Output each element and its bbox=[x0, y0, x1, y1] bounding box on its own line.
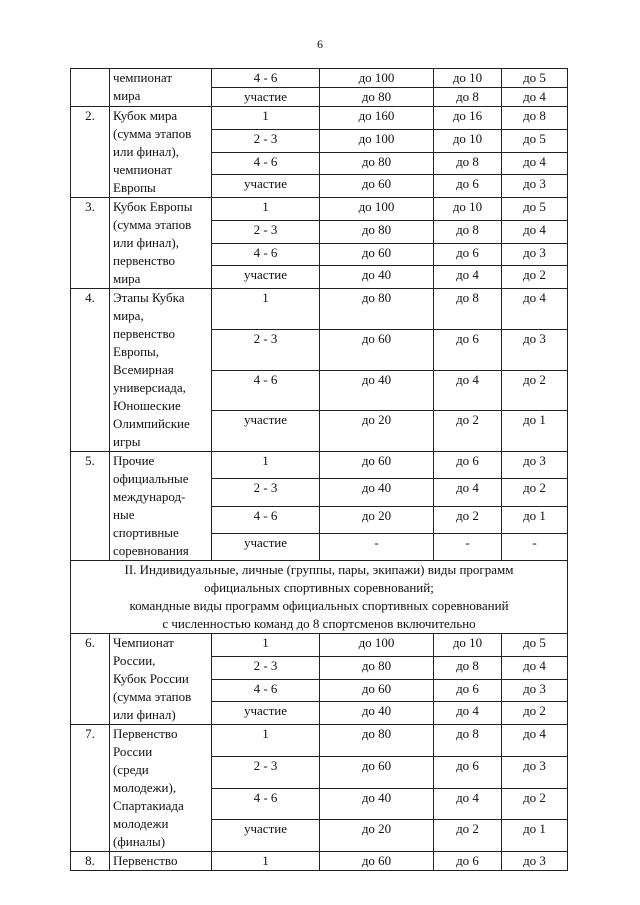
place-cell: 4 - 6 bbox=[212, 788, 320, 820]
place-cell: 1 bbox=[212, 852, 320, 871]
points-cell: до 2 bbox=[502, 702, 568, 725]
place-cell: участие bbox=[212, 88, 320, 107]
points-cell: до 80 bbox=[320, 289, 434, 330]
place-cell: 1 bbox=[212, 634, 320, 657]
points-cell: до 80 bbox=[320, 725, 434, 757]
competition-name-line: или финал), bbox=[113, 144, 179, 159]
points-cell: до 2 bbox=[502, 479, 568, 506]
place-cell: 1 bbox=[212, 725, 320, 757]
competition-name-line: или финал) bbox=[113, 707, 176, 722]
competition-name-line: (среди bbox=[113, 762, 149, 777]
points-cell: до 80 bbox=[320, 656, 434, 679]
points-table bbox=[70, 68, 568, 871]
place-cell: 2 - 3 bbox=[212, 129, 320, 152]
points-cell: до 8 bbox=[434, 152, 502, 175]
place-cell: 2 - 3 bbox=[212, 756, 320, 788]
points-cell: до 160 bbox=[320, 107, 434, 130]
competition-name-line: Первенство bbox=[113, 726, 178, 741]
points-cell: до 3 bbox=[502, 679, 568, 702]
points-cell: до 5 bbox=[502, 634, 568, 657]
points-cell: до 60 bbox=[320, 756, 434, 788]
points-cell: до 10 bbox=[434, 634, 502, 657]
points-cell: до 100 bbox=[320, 198, 434, 221]
points-cell: до 80 bbox=[320, 152, 434, 175]
points-cell: до 4 bbox=[502, 289, 568, 330]
points-cell: до 3 bbox=[502, 756, 568, 788]
competition-name-line: Европы bbox=[113, 180, 156, 195]
competition-name-line: Этапы Кубка bbox=[113, 290, 185, 305]
points-cell: до 2 bbox=[502, 788, 568, 820]
points-cell: до 2 bbox=[502, 266, 568, 289]
place-cell: участие bbox=[212, 175, 320, 198]
points-cell: до 100 bbox=[320, 69, 434, 88]
points-cell: до 1 bbox=[502, 411, 568, 452]
place-cell: участие bbox=[212, 411, 320, 452]
competition-name-line: (финалы) bbox=[113, 834, 166, 849]
competition-name-line: Спартакиада bbox=[113, 798, 184, 813]
competition-name-line: спортивные bbox=[113, 525, 179, 540]
points-cell: до 60 bbox=[320, 452, 434, 479]
place-cell: участие bbox=[212, 533, 320, 560]
place-cell: 1 bbox=[212, 198, 320, 221]
place-cell: 4 - 6 bbox=[212, 370, 320, 411]
points-cell: до 8 bbox=[434, 725, 502, 757]
section-line: II. Индивидуальные, личные (группы, пары, экипажи) виды программ bbox=[124, 562, 514, 577]
competition-name-line: международ- bbox=[113, 489, 186, 504]
points-cell: до 60 bbox=[320, 679, 434, 702]
points-cell: до 40 bbox=[320, 370, 434, 411]
points-cell: до 3 bbox=[502, 329, 568, 370]
place-cell: 4 - 6 bbox=[212, 506, 320, 533]
place-cell: 4 - 6 bbox=[212, 69, 320, 88]
points-cell: до 3 bbox=[502, 243, 568, 266]
place-cell: 2 - 3 bbox=[212, 220, 320, 243]
points-cell: до 40 bbox=[320, 702, 434, 725]
place-cell: 1 bbox=[212, 107, 320, 130]
competition-name-line: (сумма этапов bbox=[113, 217, 192, 232]
points-cell: до 4 bbox=[502, 656, 568, 679]
place-cell: 2 - 3 bbox=[212, 329, 320, 370]
competition-name-line: первенство bbox=[113, 326, 176, 341]
table-body-part-1 bbox=[71, 69, 568, 561]
competition-name bbox=[110, 69, 212, 107]
points-cell: до 100 bbox=[320, 129, 434, 152]
points-cell: до 8 bbox=[434, 289, 502, 330]
competition-name bbox=[110, 107, 212, 198]
points-cell: до 6 bbox=[434, 243, 502, 266]
table-row bbox=[71, 107, 568, 130]
section-line: официальных спортивных соревнований; bbox=[204, 580, 434, 595]
place-cell: 2 - 3 bbox=[212, 479, 320, 506]
row-number bbox=[71, 69, 110, 107]
place-cell: 4 - 6 bbox=[212, 152, 320, 175]
points-cell: до 20 bbox=[320, 411, 434, 452]
table-row bbox=[71, 634, 568, 657]
competition-name bbox=[110, 452, 212, 561]
competition-name bbox=[110, 289, 212, 452]
points-cell: до 8 bbox=[502, 107, 568, 130]
place-cell: участие bbox=[212, 266, 320, 289]
row-number: 6. bbox=[71, 634, 110, 725]
competition-name-line: чемпионат bbox=[113, 70, 173, 85]
competition-name bbox=[110, 634, 212, 725]
competition-name-line: мира bbox=[113, 271, 141, 286]
points-cell: до 60 bbox=[320, 329, 434, 370]
competition-name-line: России bbox=[113, 744, 153, 759]
place-cell: 1 bbox=[212, 452, 320, 479]
competition-name-line: официальные bbox=[113, 471, 189, 486]
competition-name-line: Прочие bbox=[113, 453, 155, 468]
points-cell: до 1 bbox=[502, 820, 568, 852]
points-cell: до 10 bbox=[434, 198, 502, 221]
competition-name-line: ные bbox=[113, 507, 135, 522]
points-cell: до 40 bbox=[320, 788, 434, 820]
points-cell: до 4 bbox=[434, 788, 502, 820]
points-cell: до 5 bbox=[502, 198, 568, 221]
points-cell: до 4 bbox=[502, 725, 568, 757]
points-cell: до 4 bbox=[434, 702, 502, 725]
row-number: 5. bbox=[71, 452, 110, 561]
points-cell: до 40 bbox=[320, 266, 434, 289]
points-cell: до 2 bbox=[434, 506, 502, 533]
competition-name bbox=[110, 725, 212, 852]
points-cell: до 2 bbox=[502, 370, 568, 411]
points-cell: до 4 bbox=[434, 370, 502, 411]
points-cell: до 6 bbox=[434, 756, 502, 788]
points-cell: до 60 bbox=[320, 175, 434, 198]
points-cell: до 1 bbox=[502, 506, 568, 533]
competition-name-line: мира bbox=[113, 88, 141, 103]
place-cell: участие bbox=[212, 820, 320, 852]
competition-name-line: Чемпионат bbox=[113, 635, 174, 650]
competition-name-line: (сумма этапов bbox=[113, 689, 192, 704]
competition-name-line: Европы, bbox=[113, 344, 160, 359]
row-number: 7. bbox=[71, 725, 110, 852]
table-body-part-2 bbox=[71, 634, 568, 871]
competition-name-line: России, bbox=[113, 653, 156, 668]
points-cell: до 4 bbox=[502, 152, 568, 175]
points-cell: до 6 bbox=[434, 679, 502, 702]
competition-name-line: универсиада, bbox=[113, 380, 186, 395]
competition-name-line: или финал), bbox=[113, 235, 179, 250]
table-row bbox=[71, 725, 568, 757]
competition-name-line: (сумма этапов bbox=[113, 126, 192, 141]
place-cell: 2 - 3 bbox=[212, 656, 320, 679]
row-number: 2. bbox=[71, 107, 110, 198]
competition-name bbox=[110, 198, 212, 289]
points-cell: до 5 bbox=[502, 129, 568, 152]
place-cell: 4 - 6 bbox=[212, 679, 320, 702]
points-cell: до 6 bbox=[434, 175, 502, 198]
points-cell: до 4 bbox=[434, 266, 502, 289]
points-cell: до 80 bbox=[320, 220, 434, 243]
points-cell: до 6 bbox=[434, 452, 502, 479]
points-cell: до 16 bbox=[434, 107, 502, 130]
competition-name-line: Первенство bbox=[113, 853, 178, 868]
points-cell: до 4 bbox=[502, 88, 568, 107]
competition-name-line: игры bbox=[113, 434, 141, 449]
points-cell: до 20 bbox=[320, 506, 434, 533]
competition-name-line: молодежи), bbox=[113, 780, 177, 795]
points-cell: до 8 bbox=[434, 88, 502, 107]
competition-name-line: Кубок России bbox=[113, 671, 189, 686]
points-cell: до 20 bbox=[320, 820, 434, 852]
points-cell: до 3 bbox=[502, 452, 568, 479]
row-number: 8. bbox=[71, 852, 110, 871]
points-cell: до 8 bbox=[434, 220, 502, 243]
competition-name-line: Кубок мира bbox=[113, 108, 178, 123]
section-heading bbox=[71, 561, 568, 634]
points-cell: до 4 bbox=[434, 479, 502, 506]
table-row bbox=[71, 289, 568, 330]
page-number: 6 bbox=[317, 37, 323, 51]
competition-name-line: Юношеские bbox=[113, 398, 181, 413]
points-cell: - bbox=[320, 533, 434, 560]
competition-name-line: мира, bbox=[113, 308, 144, 323]
competition-name-line: молодежи bbox=[113, 816, 169, 831]
points-cell: до 100 bbox=[320, 634, 434, 657]
competition-name-line: первенство bbox=[113, 253, 176, 268]
points-cell: до 8 bbox=[434, 656, 502, 679]
competition-name bbox=[110, 852, 212, 871]
points-cell: до 4 bbox=[502, 220, 568, 243]
competition-name-line: Всемирная bbox=[113, 362, 174, 377]
points-cell: до 80 bbox=[320, 88, 434, 107]
section-line: с численностью команд до 8 спортсменов включительно bbox=[162, 616, 476, 631]
points-cell: до 3 bbox=[502, 175, 568, 198]
section-header-row bbox=[71, 561, 568, 634]
place-cell: участие bbox=[212, 702, 320, 725]
points-cell: до 6 bbox=[434, 329, 502, 370]
row-number: 3. bbox=[71, 198, 110, 289]
points-cell: до 5 bbox=[502, 69, 568, 88]
place-cell: 4 - 6 bbox=[212, 243, 320, 266]
points-cell: до 10 bbox=[434, 69, 502, 88]
points-cell: до 2 bbox=[434, 820, 502, 852]
table-section-2 bbox=[71, 561, 568, 634]
table-row bbox=[71, 852, 568, 871]
competition-name-line: Кубок Европы bbox=[113, 199, 193, 214]
points-cell: до 10 bbox=[434, 129, 502, 152]
competition-name-line: чемпионат bbox=[113, 162, 173, 177]
competition-name-line: соревнования bbox=[113, 543, 189, 558]
place-cell: 1 bbox=[212, 289, 320, 330]
row-number: 4. bbox=[71, 289, 110, 452]
points-cell: - bbox=[502, 533, 568, 560]
table-row bbox=[71, 198, 568, 221]
points-cell: до 40 bbox=[320, 479, 434, 506]
competition-name-line: Олимпийские bbox=[113, 416, 190, 431]
points-cell: до 3 bbox=[502, 852, 568, 871]
points-cell: до 6 bbox=[434, 852, 502, 871]
points-cell: до 60 bbox=[320, 243, 434, 266]
table-row bbox=[71, 452, 568, 479]
table-row bbox=[71, 69, 568, 88]
section-line: командные виды программ официальных спортивных соревнований bbox=[129, 598, 509, 613]
points-cell: до 60 bbox=[320, 852, 434, 871]
points-cell: до 2 bbox=[434, 411, 502, 452]
points-cell: - bbox=[434, 533, 502, 560]
